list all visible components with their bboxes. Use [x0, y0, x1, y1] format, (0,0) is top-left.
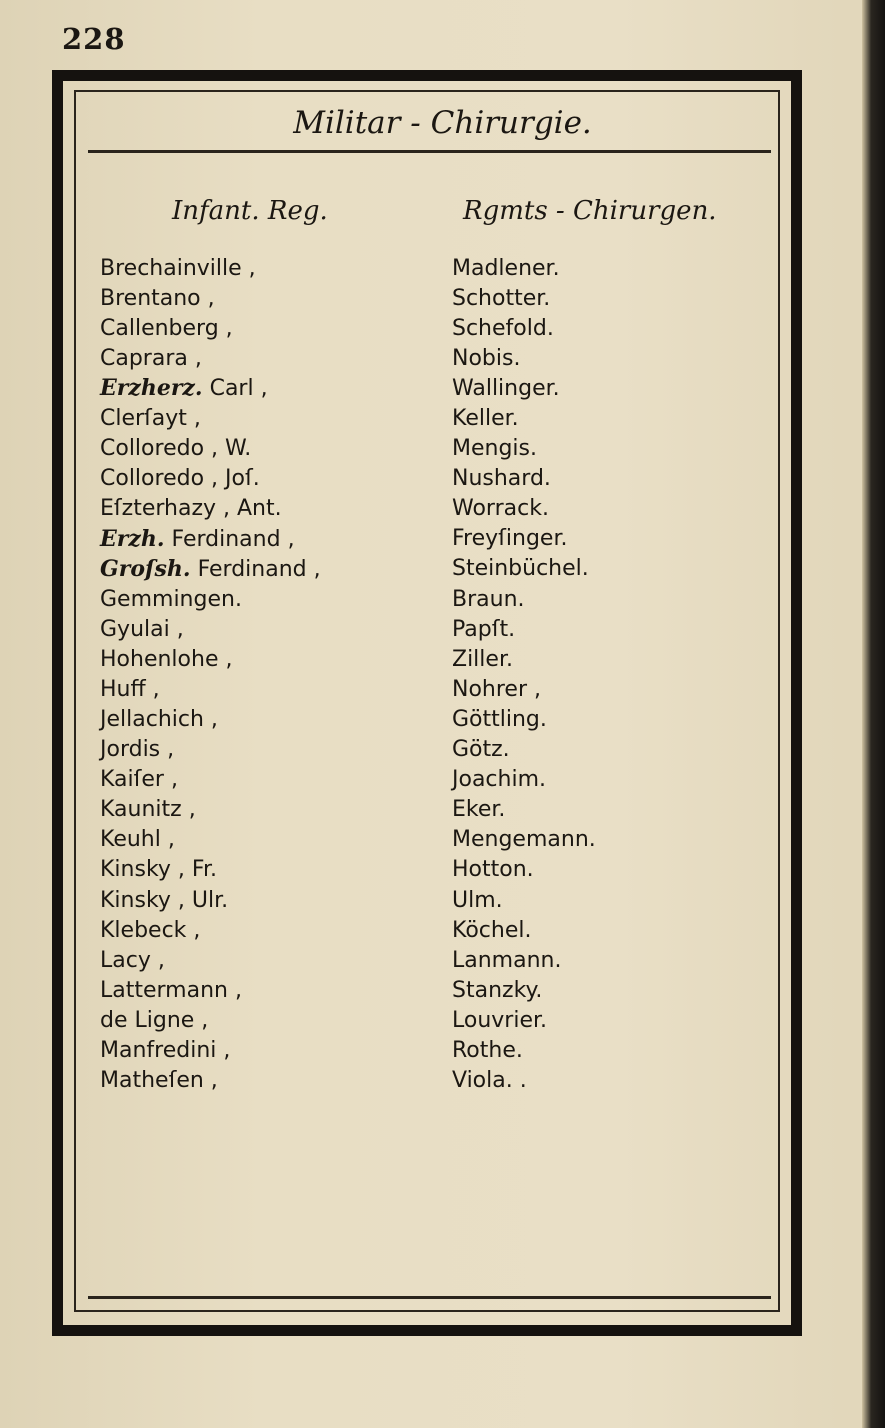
- regiment-name: Kinsky , Fr.: [100, 857, 217, 883]
- regiment-cell: [90, 526, 452, 552]
- table-row: [90, 584, 770, 614]
- table-row: [90, 343, 770, 373]
- surgeon-name: Papſt.: [452, 616, 516, 642]
- regiment-name: Jellachich ,: [100, 706, 218, 732]
- regiment-cell: [90, 918, 452, 943]
- table-row: [90, 945, 770, 975]
- regiment-cell: [90, 256, 452, 281]
- regiment-cell: [90, 767, 452, 792]
- regiment-cell: [90, 406, 452, 431]
- surgeon-name: Rothe.: [452, 1037, 523, 1063]
- book-spine: [862, 0, 885, 1428]
- regiment-cell: [90, 1038, 452, 1063]
- regiment-cell: [90, 888, 452, 913]
- surgeon-name: Eker.: [452, 797, 506, 823]
- table-row: [90, 885, 770, 915]
- regiment-name: Lacy ,: [100, 947, 165, 973]
- regiment-name: Callenberg ,: [100, 315, 233, 341]
- surgeon-name: Ulm.: [452, 887, 503, 913]
- regiment-prefix: Erzh.: [100, 525, 165, 552]
- table-row: [90, 735, 770, 765]
- regiment-name: Brechainville ,: [100, 255, 256, 281]
- table-row: [90, 855, 770, 885]
- table-row: [90, 975, 770, 1005]
- regiment-name: Huff ,: [100, 676, 160, 702]
- surgeon-name: Joachim.: [452, 767, 547, 793]
- regiment-name: Ferdinand ,: [171, 526, 295, 552]
- surgeon-name: Madlener.: [452, 255, 560, 281]
- table-row: [90, 373, 770, 403]
- table-row: [90, 915, 770, 945]
- column-header-surgeon: Rgmts - Chirurgen.: [463, 196, 717, 226]
- regiment-name: Keuhl ,: [100, 827, 175, 853]
- regiment-cell: [90, 436, 452, 461]
- regiment-cell: [90, 677, 452, 702]
- regiment-name: Manfredini ,: [100, 1037, 231, 1063]
- regiment-cell: [90, 1008, 452, 1033]
- regiment-name: Brentano ,: [100, 285, 215, 311]
- table-row: [90, 253, 770, 283]
- bottom-rule: [88, 1296, 771, 1299]
- regiment-prefix: Erzherz.: [100, 375, 203, 402]
- table-row: [90, 704, 770, 734]
- table-row: [90, 825, 770, 855]
- surgeon-name: Köchel.: [452, 917, 532, 943]
- regiment-cell: [90, 827, 452, 852]
- surgeon-name: Schefold.: [452, 315, 554, 341]
- regiment-name: Klebeck ,: [100, 917, 201, 943]
- regiment-cell: [90, 647, 452, 672]
- regiment-cell: [90, 587, 452, 612]
- regiment-cell: [90, 948, 452, 973]
- surgeon-name: Nohrer ,: [452, 676, 541, 702]
- regiment-name: de Ligne ,: [100, 1007, 209, 1033]
- regiment-name: Eſzterhazy , Ant.: [100, 496, 282, 522]
- regiment-name: Carl ,: [209, 376, 268, 402]
- table-row: [90, 524, 770, 554]
- regiment-surgeon-table: [90, 253, 770, 1096]
- surgeon-name: Lanmann.: [452, 947, 562, 973]
- surgeon-name: Hotton.: [452, 857, 534, 883]
- regiment-cell: [90, 375, 452, 401]
- table-row: [90, 1035, 770, 1065]
- regiment-name: Kinsky , Ulr.: [100, 887, 229, 913]
- table-row: [90, 674, 770, 704]
- table-row: [90, 765, 770, 795]
- surgeon-name: Götz.: [452, 737, 510, 763]
- regiment-name: Gyulai ,: [100, 616, 184, 642]
- surgeon-name: Göttling.: [452, 706, 547, 732]
- regiment-name: Kaiſer ,: [100, 767, 178, 793]
- regiment-prefix: Groſsh.: [100, 555, 191, 582]
- regiment-cell: [90, 466, 452, 491]
- table-row: [90, 795, 770, 825]
- surgeon-name: Worrack.: [452, 496, 549, 522]
- regiment-cell: [90, 346, 452, 371]
- table-row: [90, 403, 770, 433]
- table-row: [90, 434, 770, 464]
- surgeon-name: Wallinger.: [452, 375, 560, 401]
- table-row: [90, 494, 770, 524]
- surgeon-name: Nobis.: [452, 345, 521, 371]
- table-row: [90, 464, 770, 494]
- regiment-cell: [90, 737, 452, 762]
- regiment-cell: [90, 857, 452, 882]
- regiment-cell: [90, 797, 452, 822]
- surgeon-name: Nushard.: [452, 466, 551, 492]
- regiment-name: Clerſayt ,: [100, 406, 201, 432]
- surgeon-name: Viola. .: [452, 1068, 527, 1094]
- table-row: [90, 1066, 770, 1096]
- regiment-cell: [90, 617, 452, 642]
- table-row: [90, 644, 770, 674]
- surgeon-name: Steinbüchel.: [452, 556, 589, 582]
- table-row: [90, 283, 770, 313]
- column-header-regiment: Infant. Reg.: [172, 196, 328, 226]
- table-row: [90, 554, 770, 584]
- regiment-name: Colloredo , Joſ.: [100, 466, 260, 492]
- table-row: [90, 313, 770, 343]
- regiment-name: Ferdinand ,: [197, 556, 321, 582]
- regiment-cell: [90, 556, 452, 582]
- section-title: Militar - Chirurgie.: [293, 105, 592, 141]
- regiment-name: Lattermann ,: [100, 977, 242, 1003]
- surgeon-name: Stanzky.: [452, 977, 543, 1003]
- regiment-name: Jordis ,: [100, 737, 175, 763]
- surgeon-name: Mengis.: [452, 436, 537, 462]
- regiment-cell: [90, 1068, 452, 1093]
- regiment-cell: [90, 496, 452, 521]
- regiment-name: Matheſen ,: [100, 1068, 218, 1094]
- surgeon-name: Mengemann.: [452, 827, 596, 853]
- page-number: 228: [62, 22, 126, 56]
- regiment-cell: [90, 286, 452, 311]
- regiment-name: Gemmingen.: [100, 586, 242, 612]
- regiment-name: Hohenlohe ,: [100, 646, 233, 672]
- regiment-name: Colloredo , W.: [100, 436, 252, 462]
- regiment-cell: [90, 316, 452, 341]
- surgeon-name: Braun.: [452, 586, 525, 612]
- regiment-cell: [90, 978, 452, 1003]
- surgeon-name: Freyſinger.: [452, 526, 568, 552]
- regiment-name: Caprara ,: [100, 345, 202, 371]
- regiment-cell: [90, 707, 452, 732]
- table-row: [90, 1005, 770, 1035]
- surgeon-name: Ziller.: [452, 646, 513, 672]
- surgeon-name: Schotter.: [452, 285, 551, 311]
- surgeon-name: Keller.: [452, 406, 519, 432]
- regiment-name: Kaunitz ,: [100, 797, 196, 823]
- title-rule: [88, 150, 771, 153]
- surgeon-name: Louvrier.: [452, 1007, 548, 1033]
- table-row: [90, 614, 770, 644]
